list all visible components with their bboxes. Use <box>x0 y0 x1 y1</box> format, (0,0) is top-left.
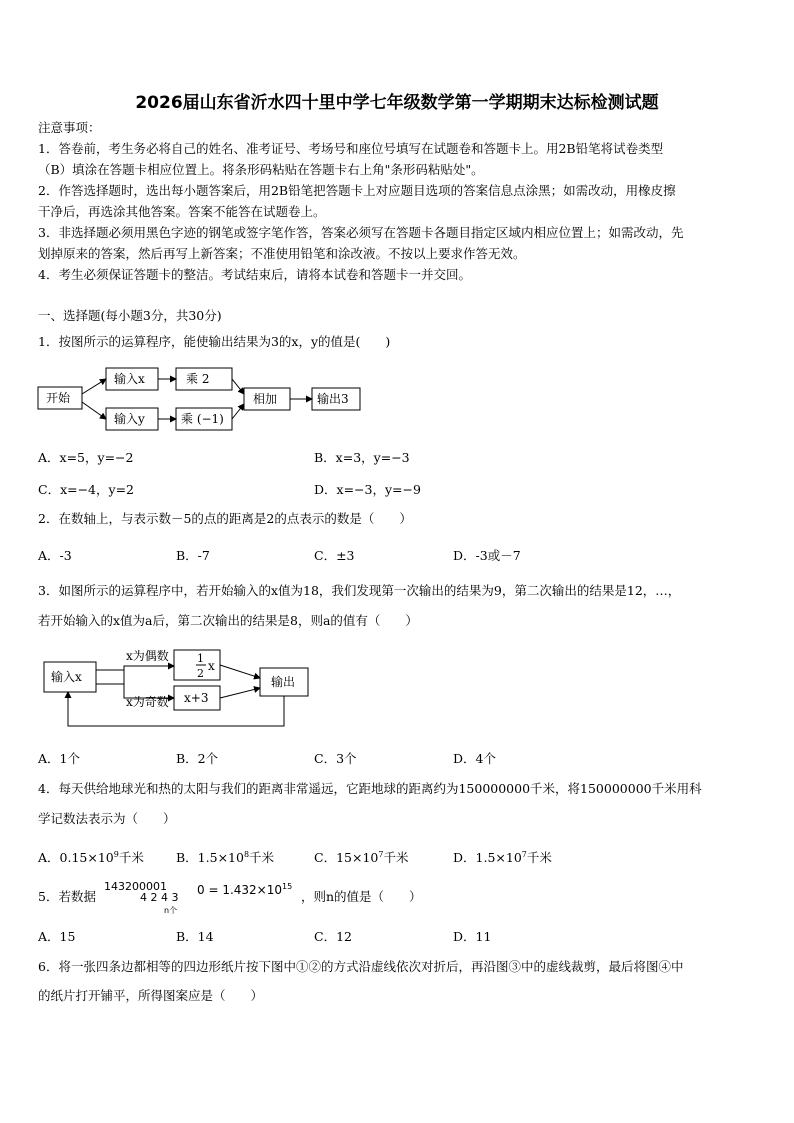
q5-expression-under: n个 <box>164 906 178 915</box>
flow-input: 输入x <box>51 670 82 684</box>
q4-option-b: B．$1.5\times 10^8$千米 <box>176 849 275 865</box>
q2-option-d: D．-3或－7 <box>453 548 521 563</box>
q6-stem-line2: 的纸片打开铺平，所得图案应是（ ） <box>38 988 264 1003</box>
q1-option-d: D．x=−3，y=−9 <box>314 482 421 497</box>
q1-option-b: B．x=3，y=−3 <box>314 450 410 465</box>
q5-option-a: A．15 <box>38 929 76 944</box>
flow-output: 输出3 <box>317 392 349 406</box>
note-line: 4．考生必须保证答题卡的整洁。考试结束后，请将本试卷和答题卡一并交回。 <box>38 267 471 282</box>
flow-output: 输出 <box>271 675 296 689</box>
flow-plus3: x+3 <box>184 691 209 705</box>
q5-option-d: D．11 <box>453 929 492 944</box>
q2-option-b: B．-7 <box>176 548 210 563</box>
note-line: （B）填涂在答题卡相应位置上。将条形码粘贴在答题卡右上角"条形码粘贴处"。 <box>38 162 484 177</box>
note-line: 1．答卷前，考生务必将自己的姓名、准考证号、考场号和座位号填写在试题卷和答题卡上。用2B铅笔将试卷类型 <box>38 141 664 156</box>
q3-option-d: D．4个 <box>453 751 496 766</box>
section-heading: 一、选择题(每小题3分，共30分) <box>38 308 222 323</box>
q2-option-c: C．±3 <box>314 548 355 563</box>
q4-option-c: C．$15\times 10^7$千米 <box>314 849 409 865</box>
q1-option-a: A．x=5，y=−2 <box>38 450 134 465</box>
q1-stem: 1．按图所示的运算程序，能使输出结果为3的x，y的值是( ) <box>38 334 391 349</box>
note-line: 3．非选择题必须用黑色字迹的钢笔或签字笔作答，答案必须写在答题卡各题目指定区域内相应位置上；如需改动，先 <box>38 225 684 240</box>
q1-flowchart <box>36 362 366 432</box>
q2-stem: 2．在数轴上，与表示数－5的点的距离是2的点表示的数是（ ） <box>38 511 412 526</box>
flow-half-denominator: 2 <box>197 667 204 680</box>
q4-option-d: D．$1.5\times 10^7$千米 <box>453 849 552 865</box>
q3-option-c: C．3个 <box>314 751 357 766</box>
q4-option-a: A．$0.15\times 10^9$千米 <box>38 849 144 865</box>
q3-option-a: A．1个 <box>38 751 80 766</box>
flow-odd-label: x为奇数 <box>126 695 169 709</box>
q5-option-b: B．14 <box>176 929 214 944</box>
q1-option-c: C．x=−4，y=2 <box>38 482 135 497</box>
q6-stem-line1: 6．将一张四条边都相等的四边形纸片按下图中①②的方式沿虚线依次对折后，再沿图③中的虚线裁剪，最后将图④中 <box>38 959 684 974</box>
q5-expression-top: 143200001 <box>104 880 167 893</box>
flow-even-label: x为偶数 <box>126 649 169 663</box>
q2-option-a: A．-3 <box>38 548 72 563</box>
note-line: 划掉原来的答案，然后再写上新答案；不准使用铅笔和涂改液。不按以上要求作答无效。 <box>38 246 526 261</box>
flow-multiply-2: 乘 2 <box>186 372 210 386</box>
q4-stem-line1: 4．每天供给地球光和热的太阳与我们的距离非常遥远，它距地球的距离约为150000000千米，将150000000千米用科 <box>38 781 702 796</box>
flow-input-y: 输入y <box>114 412 145 426</box>
q3-stem-line2: 若开始输入的x值为a后，第二次输出的结果是8，则a的值有（ ） <box>38 613 418 628</box>
note-line: 2．作答选择题时，选出每小题答案后，用2B铅笔把答题卡上对应题目选项的答案信息点涂黑；如需改动，用橡皮擦 <box>38 183 676 198</box>
q3-option-b: B．2个 <box>176 751 219 766</box>
note-line: 干净后，再选涂其他答案。答案不能答在试题卷上。 <box>38 204 326 219</box>
flow-input-x: 输入x <box>114 372 145 386</box>
flow-half-x: x <box>208 659 215 673</box>
notes-heading: 注意事项： <box>38 120 101 135</box>
q5-expression-equation: $0 = 1.432\times 10^{15}$ <box>197 882 293 897</box>
q3-stem-line1: 3．如图所示的运算程序中，若开始输入的x值为18，我们发现第一次输出的结果为9，第二次输出的结果是12，…， <box>38 583 681 598</box>
q3-flowchart <box>38 644 320 736</box>
page-title: 2026届山东省沂水四十里中学七年级数学第一学期期末达标检测试题 <box>135 93 659 113</box>
q4-stem-line2: 学记数法表示为（ ） <box>38 811 176 826</box>
q5-suffix: ，则n的值是（ ） <box>301 889 422 904</box>
flow-add: 相加 <box>253 392 278 406</box>
flow-multiply-neg1: 乘 (−1) <box>181 412 224 426</box>
q5-prefix: 5．若数据 <box>38 889 96 904</box>
q5-option-c: C．12 <box>314 929 352 944</box>
flow-half-numerator: 1 <box>197 652 204 665</box>
flow-start: 开始 <box>46 391 71 405</box>
q5-expression-mid: 4 2 4 3 <box>140 891 179 904</box>
